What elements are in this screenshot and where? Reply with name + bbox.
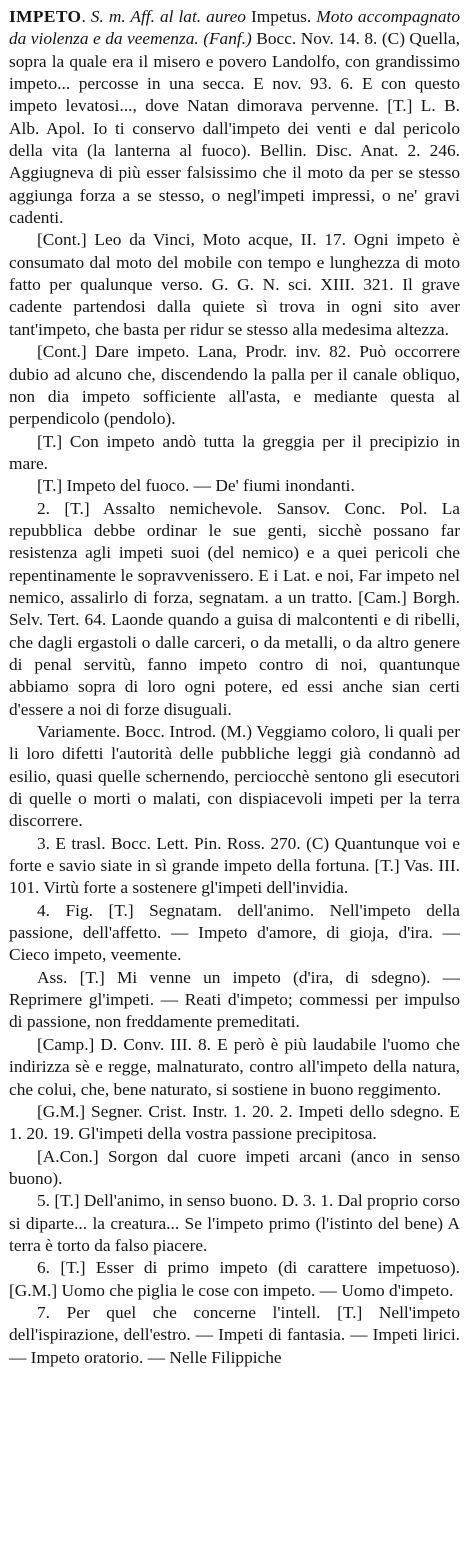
definition: Moto accompagnato da violenza e da veemenza. (Fanf.) <box>9 7 461 49</box>
entry-block: [A.Con.] Sorgon dal cuore impeti arcani (anco in senso buono). <box>9 1146 460 1188</box>
sense-6: 6. [T.] Esser di primo impeto (di carattere impetuoso). [G.M.] Uomo che piglia le cose con impeto. — Uomo d'impeto. <box>9 1258 460 1300</box>
entry-block: Variamente. Bocc. Introd. (M.) Veggiamo coloro, li quali per li loro difetti l'autorità delle pubbliche leggi già condannò ad esilio, quasi quelle schernendo, percіocchè sentono gli esecutori di quelle o morti o malati, con dispiacevoli impeti per la terra discorrere. <box>9 722 460 831</box>
entry-block: [Camp.] D. Conv. III. 8. E però è più laudabile l'uomo che indirizza sè e regge, malnaturato, contro all'impeto della natura, che colui, che, bene naturato, si sostiene in buono reggimento. <box>9 1034 460 1099</box>
entry-block: [Cont.] Leo da Vinci, Moto acque, II. 17. Ogni impeto è consumato dal moto del mobile con tempo e lunghezza di moto fatto per qualunque verso. G. G. N. sci. XIII. 321. Il grave cadente partendosi dalla quiete sì trova in ogni sito aver tant'impeto, che basta per ridur se stesso alla medesima altezza. <box>9 230 460 339</box>
sense-3: 3. E trasl. Bocc. Lett. Pin. Ross. 270. (C) Quantunque voi e forte e savio siate in sì grande impeto della fortuna. [T.] Vas. III. 101. Virtù forte a sostenere gl'impeti dell'invidia. <box>9 833 460 898</box>
entry-block: Ass. [T.] Mi venne un impeto (d'ira, di sdegno). — Reprimere gl'impeti. — Reati d'impeto; commessi per impulso di passione, non freddamente premeditati. <box>9 967 460 1032</box>
sense-2: 2. [T.] Assalto nemichevole. Sansov. Conc. Pol. La repubblica debbe ordinar le sue genti, sicchè possano far resistenza agli impeti suoi (del nemico) e a quei pericoli che repentinamente le sopravvenissero. E i Lat. e noi, Far impeto nel nemico, assalirlo di forza, segnatam. a un tratto. [Cam.] Borgh. Selv. Tert. 64. Laonde quando a guisa di malcontenti e di ribelli, che dagli ergastoli o dalle carceri, o da metalli, o da altro genere di penal servitù, fanno impeto contro di noi, quantunque abbiamo sopra di loro ogni potere, ed essi anche sian certi d'essere a noi di forze disuguali. <box>9 498 460 719</box>
grammar-note: S. m. Aff. al lat. aureo <box>90 7 246 26</box>
entry-block: [T.] Con impeto andò tutta la greggia per il precipizio in mare. <box>9 431 460 473</box>
entry-head: IMPETO. S. m. Aff. al lat. aureo Impetus. Moto accompagnato da violenza e da veemenza. (Fanf.) Bocc. Nov. 14. 8. (C) Quella, sopra la quale era il misero e povero Landolfo, con grandissimo impeto... percosse in una secca. E nov. 93. 6. E con questo impeto levatosi..., dove Natan dimorava pervenne. [T.] L. B. Alb. Apol. Io ti conservo dall'impeto dei venti e dal pericolo della vita (la lanterna al fuoco). Bellin. Disc. Anat. 2. 246. Aggiugneva di più esser falsissimo che il moto da per se stesso aggiunga forza a se stesso, o negl'impeti impressi, o ne' gravi cadenti. <box>9 7 461 228</box>
entry-block: [G.M.] Segner. Crist. Instr. 1. 20. 2. Impeti dello sdegno. E 1. 20. 19. Gl'impeti della vostra passione precipitosa. <box>9 1101 460 1144</box>
entry-block: [T.] Impeto del fuoco. — De' fiumi inondanti. <box>37 476 355 496</box>
sense-4: 4. Fig. [T.] Segnatam. dell'animo. Nell'impeto della passione, dell'affetto. — Impeto d'amore, di gioja, d'ira. — Cieco impeto, veemente. <box>9 900 460 965</box>
sense-5: 5. [T.] Dell'animo, in senso buono. D. 3. 1. Dal proprio corso si diparte... la creatura... Se l'impeto primo (l'istinto del bene) A terra è torto da falso piacere. <box>9 1191 460 1255</box>
entry-block: [Cont.] Dare impeto. Lana, Prodr. inv. 82. Può occorrere dubio ad alcuno che, discendendo la palla per il canale obliquo, non dia impeto sofficiente all'asta, e mediante questa al perpendicolo (pendolo). <box>9 342 460 429</box>
etymon: Impetus. <box>251 7 312 26</box>
entry-block: Bocc. Nov. 14. 8. (C) Quella, sopra la quale era il misero e povero Landolfo, con grandissimo impeto... percosse in una secca. E nov. 93. 6. E con questo impeto levatosi..., dove Natan dimorava pervenne. [T.] L. B. Alb. Apol. Io ti conservo dall'impeto dei venti e dal pericolo della vita (la lanterna al fuoco). Bellin. Disc. Anat. 2. 246. Aggiugneva di più esser falsissimo che il moto da per se stesso aggiunga forza a se stesso, o negl'impeti impressi, o ne' gravi cadenti. <box>9 29 460 228</box>
headword: IMPETO <box>9 7 82 26</box>
sense-7: 7. Per quel che concerne l'intell. [T.] Nell'impeto dell'ispirazione, dell'estro. — Impeti di fantasia. — Impeti lirici. — Impeto oratorio. — Nelle Filippiche <box>9 1302 460 1367</box>
